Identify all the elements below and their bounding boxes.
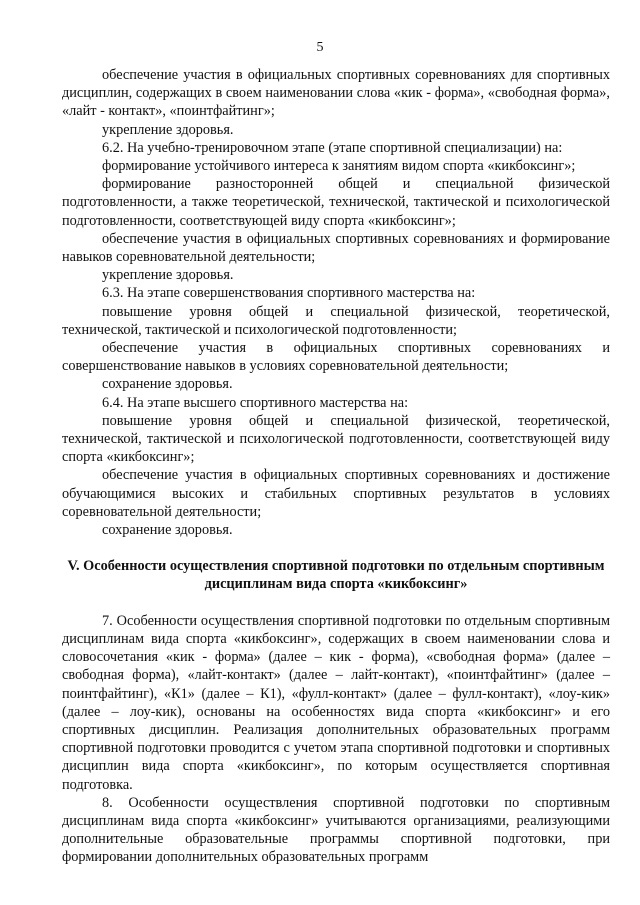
paragraph: обеспечение участия в официальных спортивных соревнованиях и достижение обучающимися высоких и стабильных спортивных результатов в условиях соревновательной деятельности; bbox=[62, 467, 610, 520]
paragraph: сохранение здоровья. bbox=[102, 376, 233, 393]
document-body bbox=[62, 66, 610, 867]
paragraph: формирование устойчивого интереса к занятиям видом спорта «кикбоксинг»; bbox=[102, 158, 576, 175]
paragraph: укрепление здоровья. bbox=[102, 267, 234, 284]
section-heading: V. Особенности осуществления спортивной подготовки по отдельным спортивным дисциплинам вида спорта «кикбоксинг» bbox=[67, 558, 605, 593]
paragraph: 6.3. На этапе совершенствования спортивного мастерства на: bbox=[102, 285, 476, 302]
paragraph: 6.4. На этапе высшего спортивного мастерства на: bbox=[102, 394, 409, 411]
paragraph: 7. Особенности осуществления спортивной подготовки по отдельным спортивным дисциплинам вида спорта «кикбоксинг», содержащих в своем наименовании слова и словосочетания «кик - форма» (далее – кик - форма), «свободная форма» (далее – свободная форма), «лайт-контакт» (далее – лайт-контакт), «поинтфайтинг» (далее – поинтфайтинг), «К1» (далее – К1), «фулл-контакт» (далее – фулл-контакт), «лоу-кик» (далее – лоу-кик), основаны на особенностях вида спорта «кикбоксинг» и его спортивных дисциплин. Реализация дополнительных образовательных программ спортивной подготовки проводится с учетом этапа спортивной подготовки и спортивных дисциплин вида спорта «кикбоксинг», по которым осуществляется спортивная подготовка. bbox=[62, 612, 610, 793]
paragraph: обеспечение участия в официальных спортивных соревнованиях для спортивных дисциплин, содержащих в своем наименовании слова «кик - форма», «свободная форма», «лайт - контакт», «поинтфайтинг»; bbox=[62, 67, 610, 120]
paragraph: укрепление здоровья. bbox=[102, 121, 234, 138]
paragraph: повышение уровня общей и специальной физической, теоретической, технической, тактической и психологической подготовленности; bbox=[62, 303, 610, 338]
paragraph: 6.2. На учебно-тренировочном этапе (этапе спортивной специализации) на: bbox=[102, 139, 563, 156]
paragraph: обеспечение участия в официальных спортивных соревнованиях и формирование навыков соревновательной деятельности; bbox=[62, 230, 610, 266]
paragraph: 8. Особенности осуществления спортивной подготовки по спортивным дисциплинам вида спорта «кикбоксинг» учитываются организациями, реализующими дополнительные образовательные программы спортивной подготовки, при формировании дополнительных образовательных программ bbox=[62, 794, 610, 866]
paragraph: сохранение здоровья. bbox=[102, 522, 233, 539]
paragraph: повышение уровня общей и специальной физической, теоретической, технической, тактической и психологической подготовленности, соответствующей виду спорта «кикбоксинг»; bbox=[62, 412, 610, 466]
paragraph: обеспечение участия в официальных спортивных соревнованиях и совершенствование навыков в условиях соревновательной деятельности; bbox=[62, 340, 610, 375]
paragraph: формирование разносторонней общей и специальной физической подготовленности, а также теоретической, технической, тактической и психологической подготовленности, соответствующей виду спорта «кикбоксинг»; bbox=[62, 176, 610, 229]
page-number: 5 bbox=[316, 40, 324, 55]
